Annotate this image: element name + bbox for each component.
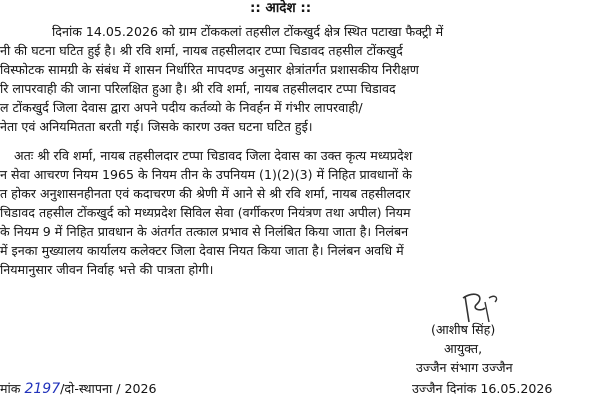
paragraph-line: न सेवा आचरण नियम 1965 के नियम तीन के उपनियम (1)(2)(3) में निहित प्रावधानों के <box>0 167 412 182</box>
paragraph-line: में इनका मुख्यालय कार्यालय कलेक्टर जिला देवास नियत किया जाता है। निलंबन अवधि में <box>0 243 404 258</box>
signatory-designation: आयुक्त, <box>444 341 483 356</box>
paragraph-line: त होकर अनुशासनहीनता एवं कदाचरण की श्रेणी में आने से श्री रवि शर्मा, नायब तहसीलदार <box>0 186 411 201</box>
order-heading: :: आदेश :: <box>250 0 312 16</box>
paragraph-line: नेता एवं अनियमितता बरती गई। जिसके कारण उक्त घटना घटित हुई। <box>0 119 313 134</box>
paragraph-line: रि लापरवाही की जाना परिलक्षित हुआ है। श्री रवि शर्मा, नायब तहसीलदार टप्पा चिडावद <box>0 81 396 96</box>
paragraph-line: चिडावद तहसील टोंकखुर्द को मध्यप्रदेश सिविल सेवा (वर्गीकरण नियंत्रण तथा अपील) नियम <box>0 205 411 220</box>
paragraph-line: विस्फोटक सामग्री के संबंध में शासन निर्धारित मापदण्ड अनुसार क्षेत्रांतर्गत प्रशासकीय निरीक्षण <box>0 62 419 77</box>
signatory-office: उज्जैन संभाग उज्जैन <box>416 360 513 375</box>
paragraph-line: दिनांक 14.05.2026 को ग्राम टोंककलां तहसील टोंकखुर्द क्षेत्र स्थित पटाखा फैक्ट्री में <box>52 24 444 39</box>
paragraph-line: ल टोंकखुर्द जिला देवास द्वारा अपने पदीय कर्तव्यो के निवर्हन में गंभीर लापरवाही/ <box>0 100 363 115</box>
signatory-name: (आशीष सिंह) <box>431 322 496 337</box>
paragraph-line: के नियम 9 में निहित प्रावधान के अंतर्गत तत्काल प्रभाव से निलंबित किया जाता है। निलंबन <box>0 224 409 239</box>
paragraph-line: अतः श्री रवि शर्मा, नायब तहसीलदार टप्पा चिडावद जिला देवास का उक्त कृत्य मध्यप्रदेश <box>14 148 413 163</box>
reference-prefix: मांक <box>0 381 21 396</box>
reference-number <box>0 381 157 397</box>
place-date: उज्जैन दिनांक 16.05.2026 <box>412 381 553 396</box>
paragraph-line: नी की घटना घटित हुई है। श्री रवि शर्मा, नायब तहसीलदार टप्पा चिडावद तहसील टोंकखुर्द <box>0 43 403 58</box>
handwritten-number: 2197 <box>24 381 61 397</box>
reference-suffix: /दो-स्थापना / 2026 <box>60 381 157 396</box>
paragraph-line: नियमानुसार जीवन निर्वाह भत्ते की पात्रता होगी। <box>0 262 214 277</box>
